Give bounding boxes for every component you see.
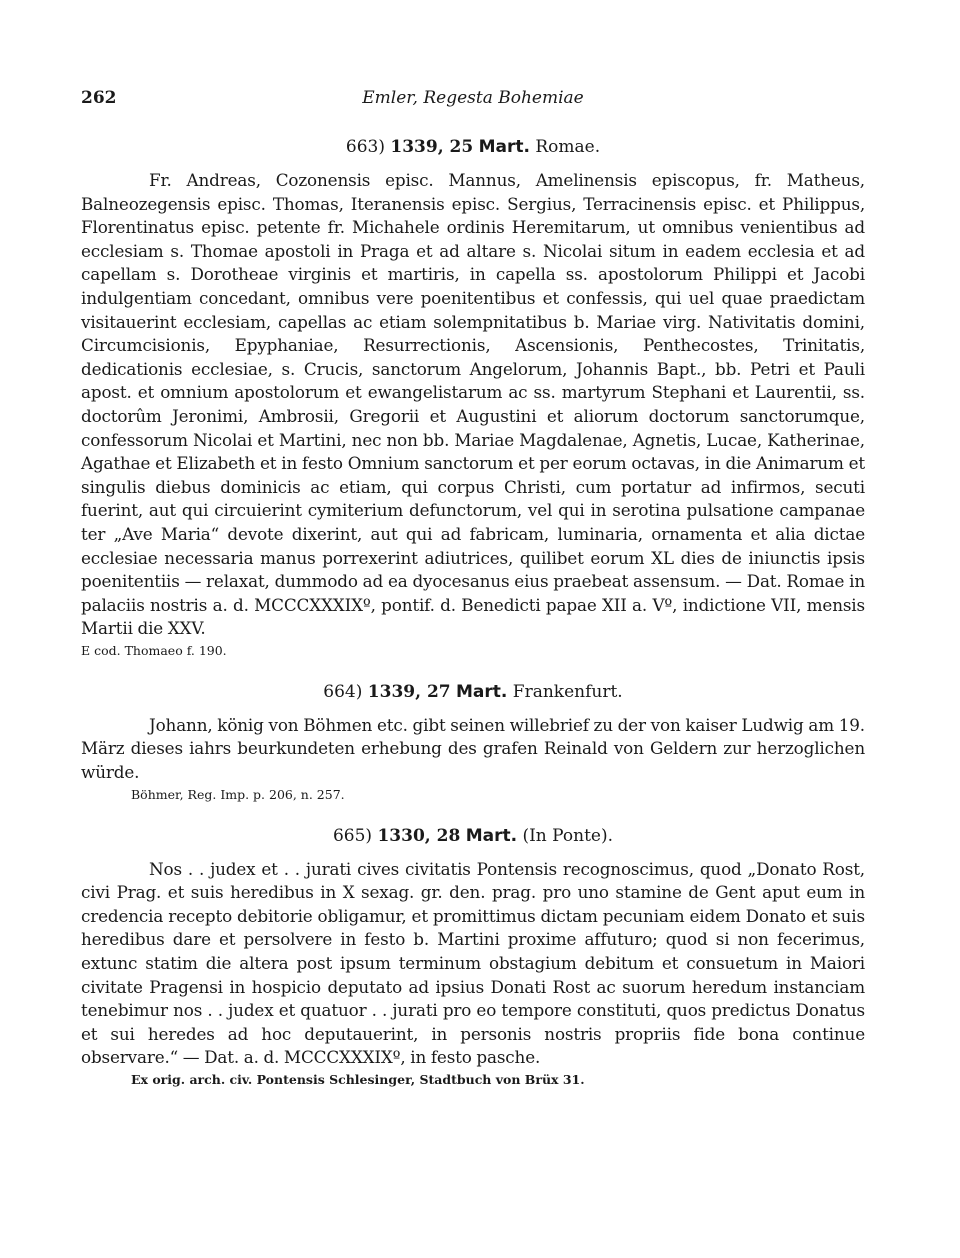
entry-heading: [81, 134, 865, 160]
entry-text: Fr. Andreas, Cozonensis episc. Mannus, Amelinensis episcopus, fr. Matheus, Balneozegensis episc. Thomas, Iteranensis episc. Sergius, Terracinensis episc. et Philippus, Florentinatus episc. petente fr. Michahele ordinis Heremitarum, ut omnibus venientibus ad ecclesiam s. Thomae apostoli in Praga et ad altare s. Nicolai situm in eadem ecclesia et ad capellam s. Dorotheae virginis et martiris, in capella ss. apostolorum Philippi et Jacobi indulgentiam concedant, omnibus vere poenitentibus et confessis, qui uel quae praedictam visitauerint ecclesiam, capellas ac etiam solempnitatibus b. Mariae virg. Nativitatis domini, Circumcisionis, Epyphaniae, Resurrectionis, Ascensionis, Penthecostes, Trinitatis, dedicationis ecclesiae, s. Crucis, sanctorum Angelorum, Johannis Bapt., bb. Petri et Pauli apost. et omnium apostolorum et ewangelistarum ac ss. martyrum Stephani et Laurentii, ss. doctorûm Jeronimi, Ambrosii, Gregorii et Augustini et aliorum doctorum sanctorumque, confessorum Nicolai et Martini, nec non bb. Mariae Magdalenae, Agnetis, Lucae, Katherinae, Agathae et Elizabeth et in festo Omnium sanctorum et per eorum octavas, in die Animarum et singulis diebus dominicis ac etiam, qui corpus Christi, cum portatur ad infirmos, secuti fuerint, aut qui circuierint cymiterium defunctorum, vel qui in serotina pulsatione campanae ter „Ave Maria“ devote dixerint, aut qui ad fabricam, luminaria, ornamenta et alia dictae ecclesiae necessaria manus porrexerint adiutrices, quilibet eorum XL dies de iniunctis ipsis poenitentiis — relaxat, dummodo ad ea dyocesanus eius praebeat assensum. — Dat. Romae in palaciis nostris a. d. MCCCXXXIXº, pontif. d. Benedicti papae XII a. Vº, indictione VII, mensis Martii die XXV.: [81, 170, 865, 639]
entry-place: Frankenfurt.: [512, 681, 623, 702]
running-head: [81, 88, 865, 116]
entry-month: Mart.: [456, 681, 508, 702]
entry-date: 1339, 25: [390, 137, 474, 157]
entry-date: 1339, 27: [367, 681, 451, 702]
page-number: 262: [81, 88, 117, 108]
entry-heading: [81, 823, 865, 849]
entry-date: 1330, 28: [377, 825, 461, 846]
entry-place: Romae.: [535, 137, 601, 157]
entry-place: (In Ponte).: [522, 825, 614, 846]
entry-text: Johann, könig von Böhmen etc. gibt seinen willebrief zu der von kaiser Ludwig am 19. März dieses iahrs beurkundeten erhebung des grafen Reinald von Geldern zur herzoglichen würde.: [81, 714, 865, 783]
entry-heading: [81, 679, 865, 705]
entry-month: Mart.: [478, 137, 530, 157]
document-page: [81, 88, 865, 1090]
entry-month: Mart.: [465, 825, 518, 846]
entry-number: 664): [323, 681, 363, 702]
entry-number: 663): [345, 137, 385, 157]
entry-source: Ex orig. arch. civ. Pontensis Schlesinger, Stadtbuch von Brüx 31.: [131, 1072, 585, 1087]
entry-number: 665): [332, 825, 373, 846]
entry-source: E cod. Thomaeo f. 190.: [81, 642, 227, 658]
running-title: Emler, Regesta Bohemiae: [362, 88, 584, 108]
entry-source: Böhmer, Reg. Imp. p. 206, n. 257.: [131, 786, 345, 802]
entry-text: Nos . . judex et . . jurati cives civitatis Pontensis recognoscimus, quod „Donato Rost, civi Prag. et suis heredibus in X sexag. gr. den. prag. pro uno stamine de Gent aput eum in credencia recepto debitorie obligamur, et promittimus dictam pecuniam eidem Donato et suis heredibus dare et persolvere in festo b. Martini proxime affuturo; quod si non fecerimus, extunc statim die altera post ipsum terminum obstagium debitum et consuetum in Maiori civitate Pragensi in hospicio deputato ad ipsius Donati Rost ac suorum heredum instanciam tenebimur nos . . judex et quatuor . . jurati pro eo tempore constituti, quos predictus Donatus et sui heredes ad hoc deputauerint, in personis nostris propriis fide bona continue observare.“ — Dat. a. d. MCCCXXXIXº, in festo pasche.: [81, 858, 865, 1068]
